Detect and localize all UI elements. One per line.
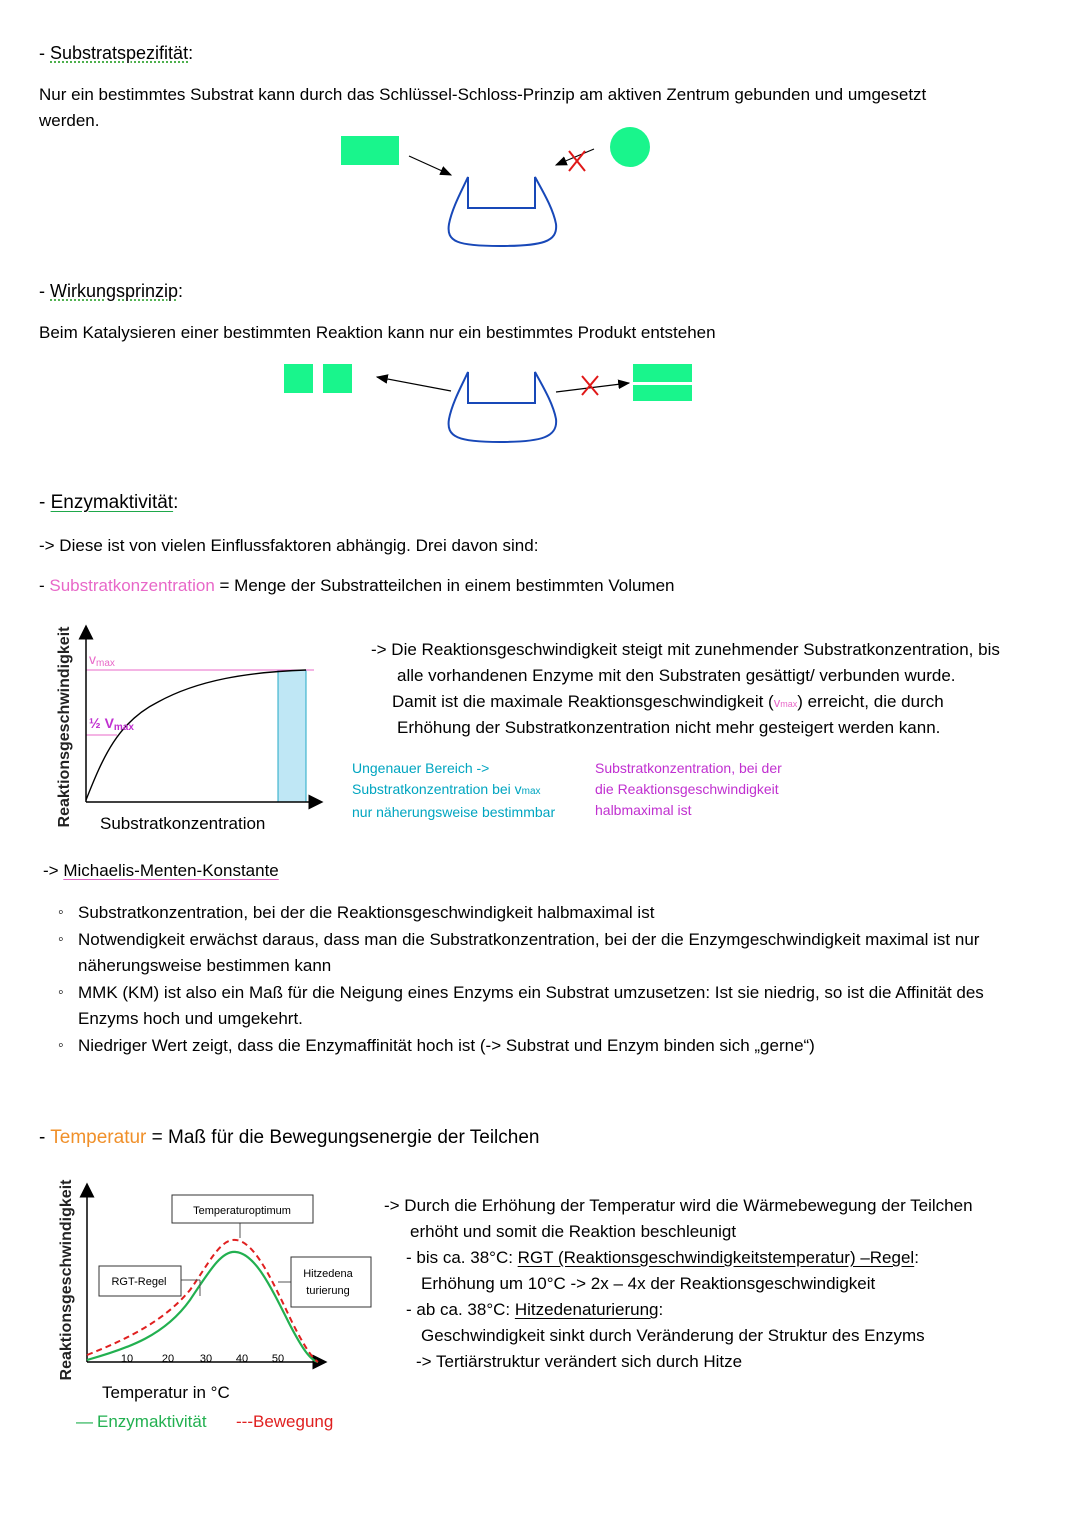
note-imprecise-range: Ungenauer Bereich -> Substratkonzentration bei vmax nur näherungsweise bestimmbar [352,760,556,820]
y-axis-label: Reaktionsgeschwindigkeit [56,626,73,828]
cross-icon [569,151,585,171]
list-item: ◦ Niedriger Wert zeigt, dass die Enzymaffinität hoch ist (-> Substrat und Enzym binden sich „gerne“) [40,1033,1040,1060]
callout-text: Hitzedena [303,1268,353,1280]
product-square [284,364,313,393]
substrate-rectangle [341,136,399,165]
reaction-diagram [275,355,705,450]
factor-substratkonzentration: - Substratkonzentration = Menge der Substratteilchen in einem bestimmten Volumen [39,576,675,595]
imprecise-region [278,670,306,802]
note-half-maximal: Substratkonzentration, bei der die Reaktionsgeschwindigkeit halbmaximal ist [595,760,782,818]
intro-text: -> Diese ist von vielen Einflussfaktoren abhängig. Drei davon sind: [39,536,539,555]
y-axis-label: Reaktionsgeschwindigkeit [58,1179,75,1381]
mmk-title: Michaelis-Menten-Konstante [63,861,279,880]
x-axis-label: Substratkonzentration [100,814,266,833]
x-tick-label: 20 [161,1353,175,1365]
explain1-line: Erhöhung der Substratkonzentration nicht mehr gesteigert werden kann. [397,718,941,737]
legend-enzyme-activity: — Enzymaktivität [76,1412,207,1431]
factor-temperatur: - Temperatur = Maß für die Bewegungsenergie der Teilchen [39,1127,540,1148]
product-bar [633,385,692,401]
chart-substrate-concentration [48,612,338,842]
callout-heat-denaturation [291,1257,371,1307]
x-tick-label: 30 [199,1353,213,1365]
heading-title: Wirkungsprinzip [50,281,179,301]
callout-text: turierung [306,1285,350,1297]
movement-curve [87,1240,318,1362]
heading-wirkungsprinzip: - Wirkungsprinzip: [39,281,184,301]
explain2-line: -> Durch die Erhöhung der Temperatur wird die Wärmebewegung der Teilchen [384,1196,973,1215]
legend-movement: ---Bewegung [236,1412,334,1431]
explain1-line: alle vorhandenen Enzyme mit den Substraten gesättigt/ verbunden wurde. [397,666,956,685]
chart-temperature [50,1170,385,1440]
product-arrow [377,377,451,391]
heading-substratspezifitaet: - Substratspezifität: [39,43,194,63]
explain2-line: - ab ca. 38°C: Hitzedenaturierung: [406,1300,664,1319]
paragraph-line: werden. [39,111,100,130]
list-item: ◦ MMK (KM) ist also ein Maß für die Neigung eines Enzyms ein Substrat umzusetzen: Ist sie niedrig, so ist die Affinität des Enzyms hoch und umgekehrt. [40,980,1040,1033]
x-axis-label: Temperatur in °C [102,1383,230,1402]
binding-arrow [409,156,451,175]
half-vmax-label: ½ Vmax [89,715,134,733]
paragraph-line: Nur ein bestimmtes Substrat kann durch das Schlüssel-Schloss-Prinzip am aktiven Zentrum gebunden und umgesetzt [39,85,927,104]
heading-title: Enzymaktivität [50,492,174,513]
heading-title: Substratspezifität [50,43,189,63]
saturation-curve [86,670,306,800]
explain1-line: -> Die Reaktionsgeschwindigkeit steigt mit zunehmender Substratkonzentration, bis [371,640,1000,659]
enzyme-shape [449,177,557,246]
heading-enzymaktivitaet: - Enzymaktivität: [39,492,179,513]
explain2-line: - bis ca. 38°C: RGT (Reaktionsgeschwindigkeitstemperatur) –Regel: [406,1248,919,1267]
substrate-circle [610,127,650,167]
explain2-line: erhöht und somit die Reaktion beschleunigt [410,1222,737,1241]
cross-icon [582,376,598,395]
explain2-line: Geschwindigkeit sinkt durch Veränderung der Struktur des Enzyms [421,1326,925,1345]
x-tick-label: 40 [235,1353,249,1365]
explain2-line: -> Tertiärstruktur verändert sich durch Hitze [416,1352,743,1371]
explain2-line: Erhöhung um 10°C -> 2x – 4x der Reaktionsgeschwindigkeit [421,1274,876,1293]
list-item: ◦ Substratkonzentration, bei der die Reaktionsgeschwindigkeit halbmaximal ist [40,900,1040,927]
product-square [323,364,352,393]
factor-term: Substratkonzentration [49,576,215,595]
explain1-line: Damit ist die maximale Reaktionsgeschwindigkeit (vmax) erreicht, die durch [392,692,944,711]
x-tick-label: 10 [120,1353,134,1365]
mmk-bullet-list [40,900,1040,1059]
factor-term: Temperatur [50,1127,147,1148]
enzyme-shape [449,372,557,442]
paragraph-line: Beim Katalysieren einer bestimmten Reaktion kann nur ein bestimmtes Produkt entstehen [39,323,716,342]
callout-text: RGT-Regel [111,1276,167,1288]
lock-key-diagram [330,120,670,255]
list-item: ◦ Notwendigkeit erwächst daraus, dass man die Substratkonzentration, bei der die Enzymgeschwindigkeit maximal ist nur näherungsweise bestimmen kann [40,927,1040,980]
mmk-heading: -> Michaelis-Menten-Konstante [43,861,279,880]
callout-text: Temperaturoptimum [193,1205,291,1217]
vmax-label: vmax [89,651,115,669]
x-tick-label: 50 [271,1353,285,1365]
product-bar [633,364,692,382]
